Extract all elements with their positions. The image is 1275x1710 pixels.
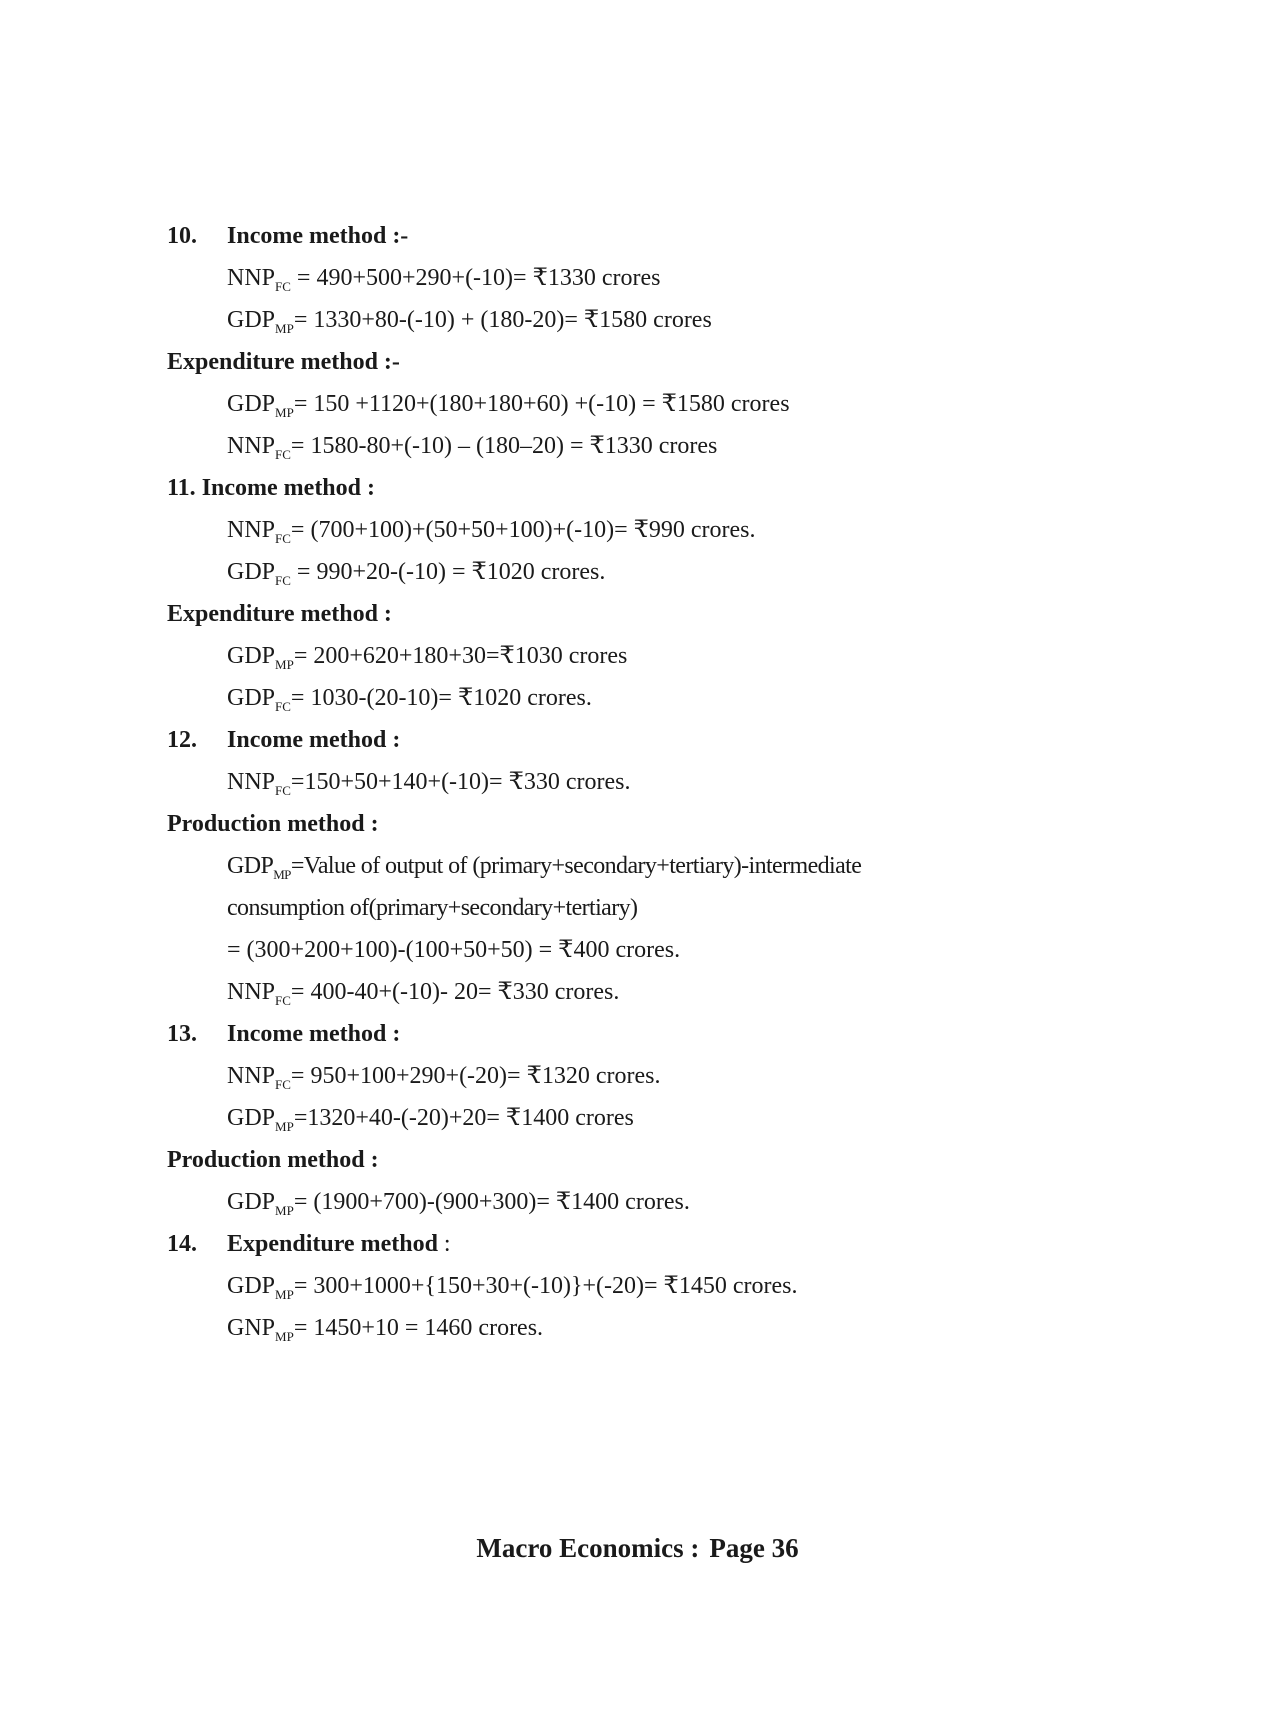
q12-nnp-fc-line: $NNP_{FC}=150+50+140+(-10)=$ ₹330 crores. — [227, 769, 631, 798]
q11-nnp-fc-line: $NNP_{FC}= (700+100)+(50+50+100)+(-10)=$ ₹990 crores. — [227, 517, 756, 546]
q10-expenditure-heading: Expenditure method :- — [167, 349, 400, 375]
q10-number: 10. — [167, 223, 197, 249]
q11-number: 11. — [167, 475, 196, 501]
q12-gdp-mp-line: $GDP_{MP}=Value$ of output of (primary+secondary+tertiary)-intermediate — [227, 853, 862, 882]
q10-nnp-fc-line: $NNP_{FC} = 490+500+290+(-10)=$ ₹1330 crores — [227, 265, 661, 294]
q14-title: Expenditure method — [227, 1231, 438, 1257]
q11-exp-gdp-mp-line: $GDP_{MP}=$ 200+620+180+30=₹1030 crores — [227, 643, 628, 672]
q12-result-line: = (300+200+100)-(100+50+50) = ₹400 crores. — [227, 937, 681, 963]
footer-book-title: Macro Economics : — [476, 1533, 700, 1563]
q10-heading — [167, 221, 408, 251]
q12-production-heading: Production method : — [167, 811, 379, 837]
q10-gdp-mp-line: $GDP_{MP}= 1330+80-(-10) + (180-20)=$ ₹1580 crores — [227, 307, 712, 336]
q12-number: 12. — [167, 727, 197, 753]
q11-heading — [167, 473, 375, 503]
q14-title-suffix: : — [437, 1231, 451, 1257]
q10-exp-gdp-mp-line: $GDP_{MP}= 150 +1120+(180+180+60) +(-10)$ = ₹1580 crores — [227, 391, 790, 420]
q13-production-heading: Production method : — [167, 1147, 379, 1173]
q13-gdp-mp-line: $GDP_{MP}=1320+40-(-20)+20=$ ₹1400 crores — [227, 1105, 634, 1134]
q11-expenditure-heading: Expenditure method : — [167, 601, 392, 627]
page-footer — [0, 1531, 1275, 1565]
q12-prod-nnp-fc-line: $NNP_{FC}= 400-40+(-10)-$ 20= ₹330 crores. — [227, 979, 620, 1008]
q12-consumption-line: consumption of(primary+secondary+tertiary) — [227, 895, 638, 921]
q13-number: 13. — [167, 1021, 197, 1047]
q11-gdp-fc-line: $GDP_{FC} = 990+20-(-10)$ = ₹1020 crores. — [227, 559, 606, 588]
q13-heading — [167, 1019, 400, 1049]
q12-title: Income method : — [227, 727, 401, 753]
q11-exp-gdp-fc-line: $GDP_{FC}= 1030-(20-10)=$ ₹1020 crores. — [227, 685, 592, 714]
q14-heading — [167, 1229, 451, 1259]
q10-title: Income method :- — [227, 223, 409, 249]
q14-gdp-mp-line: $GDP_{MP}= 300+1000+\{150+30+(-10)\}+(-20)=$ ₹1450 crores. — [227, 1273, 798, 1302]
q13-nnp-fc-line: $NNP_{FC}= 950+100+290+(-20)=$ ₹1320 crores. — [227, 1063, 661, 1092]
q14-gnp-mp-line: $GNP_{MP}= 1450+10 = 1460$ crores. — [227, 1315, 544, 1344]
q13-title: Income method : — [227, 1021, 401, 1047]
footer-page-number: Page 36 — [709, 1533, 799, 1563]
q12-heading — [167, 725, 400, 755]
q14-number: 14. — [167, 1231, 197, 1257]
q11-title: Income method : — [201, 475, 375, 501]
q10-exp-nnp-fc-line: $NNP_{FC}= 1580-80+(-10) - (180-20)$ = ₹1330 crores — [227, 433, 718, 462]
q13-prod-gdp-mp-line: $GDP_{MP}= (1900+700)-(900+300)=$ ₹1400 crores. — [227, 1189, 690, 1218]
